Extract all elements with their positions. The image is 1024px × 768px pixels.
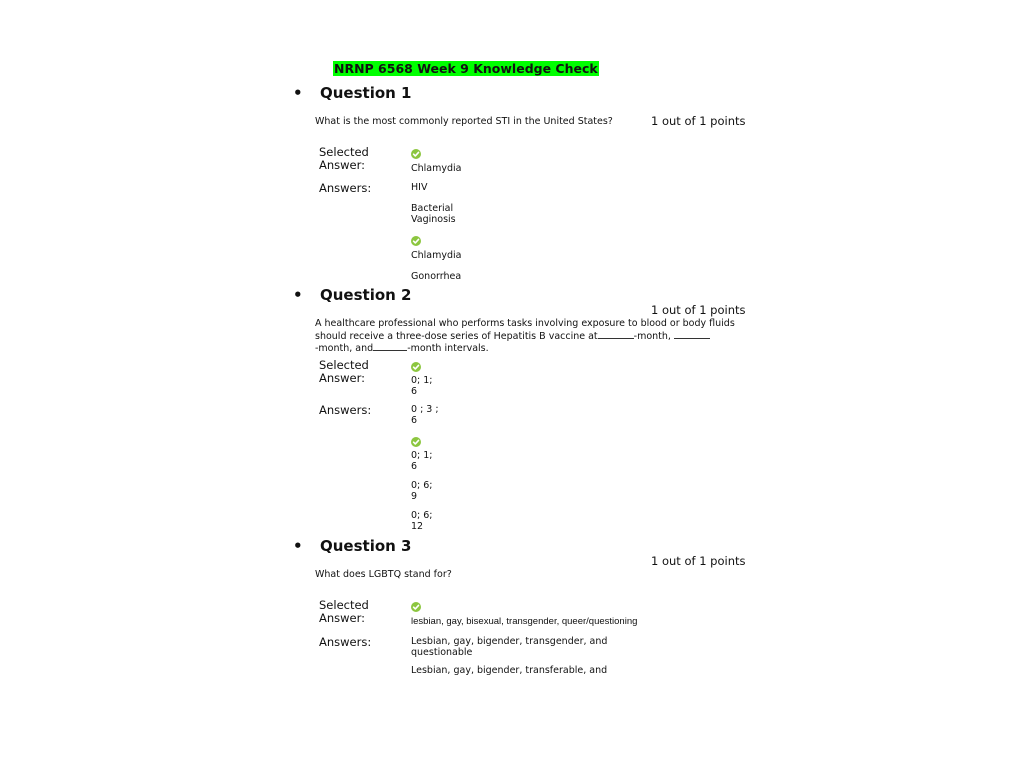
answer-line: 6 (411, 461, 418, 472)
question-3-points: 1 out of 1 points (651, 554, 746, 568)
selected-label-line2: Answer: (319, 158, 366, 172)
q1-answer-option: HIV (411, 182, 428, 193)
answer-line: Vaginosis (411, 214, 456, 225)
q2-selected-label (319, 359, 369, 385)
question-2-heading (293, 286, 412, 304)
q2-answer-option (411, 404, 439, 426)
answer-line: 0; 1; (411, 450, 433, 461)
q2-selected-answer (411, 375, 433, 397)
answer-line: 6 (411, 415, 418, 426)
q3-selected-answer: lesbian, gay, bisexual, transgender, queer/questioning (411, 616, 638, 627)
question-3-text: What does LGBTQ stand for? (315, 569, 452, 580)
q3-selected-label (319, 599, 369, 625)
q2-answer-option-correct (411, 450, 433, 472)
document-title: NRNP 6568 Week 9 Knowledge Check (334, 61, 598, 76)
bullet: • (293, 84, 303, 102)
q2-answer-option (411, 510, 433, 532)
q1-answers-label: Answers: (319, 181, 372, 195)
answer-line: questionable (411, 647, 473, 658)
q3-answer-option (411, 636, 607, 658)
blank-line (674, 330, 710, 339)
bullet: • (293, 286, 303, 304)
selected-label-line1: Selected (319, 598, 369, 612)
selected-label-line2: Answer: (319, 611, 366, 625)
question-text-line (315, 342, 735, 355)
check-icon (411, 149, 421, 159)
check-icon (411, 602, 421, 612)
question-1-points: 1 out of 1 points (651, 114, 746, 128)
question-1-title: Question 1 (320, 84, 412, 102)
q1-selected-answer: Chlamydia (411, 163, 462, 174)
question-2-points: 1 out of 1 points (651, 303, 746, 317)
check-icon (411, 437, 421, 447)
question-3-title: Question 3 (320, 537, 412, 555)
answer-line: 0; 6; (411, 480, 433, 491)
selected-label-line1: Selected (319, 145, 369, 159)
question-2-title: Question 2 (320, 286, 412, 304)
blank-line (598, 330, 634, 339)
question-text-line: A healthcare professional who performs tasks involving exposure to blood or body fluids (315, 318, 735, 329)
check-icon (411, 362, 421, 372)
answer-line: 6 (411, 386, 418, 397)
answer-line: Lesbian, gay, bigender, transgender, and (411, 636, 608, 647)
q2-answers-label: Answers: (319, 403, 372, 417)
text-segment: -month intervals. (407, 343, 489, 354)
q1-answer-option (411, 203, 456, 225)
selected-label-line2: Answer: (319, 371, 366, 385)
answer-line: Bacterial (411, 203, 454, 214)
blank-line (373, 342, 407, 351)
question-3-heading (293, 537, 412, 555)
question-1-text: What is the most commonly reported STI in the United States? (315, 116, 613, 127)
question-2-text (315, 318, 735, 355)
q1-answer-option: Gonorrhea (411, 271, 462, 282)
answer-line: 0; 1; (411, 375, 433, 386)
question-1-heading (293, 84, 412, 102)
q1-selected-label (319, 146, 369, 172)
answer-line: 9 (411, 491, 418, 502)
selected-label-line1: Selected (319, 358, 369, 372)
text-segment: -month, (633, 330, 671, 342)
text-segment: -month, and (315, 343, 374, 354)
answer-line: 0 ; 3 ; (411, 404, 439, 415)
answer-line: Lesbian, gay, bigender, transferable, and (411, 665, 608, 676)
bullet: • (293, 537, 303, 555)
answer-line: 0; 6; (411, 510, 433, 521)
answer-line: 12 (411, 521, 424, 532)
question-text-line (315, 330, 735, 343)
q3-answers-label: Answers: (319, 635, 372, 649)
q3-answer-option (411, 665, 607, 676)
check-icon (411, 236, 421, 246)
q1-answer-option-correct: Chlamydia (411, 250, 462, 261)
text-segment: should receive a three-dose series of Hepatitis B vaccine at (315, 330, 598, 342)
q2-answer-option (411, 480, 433, 502)
